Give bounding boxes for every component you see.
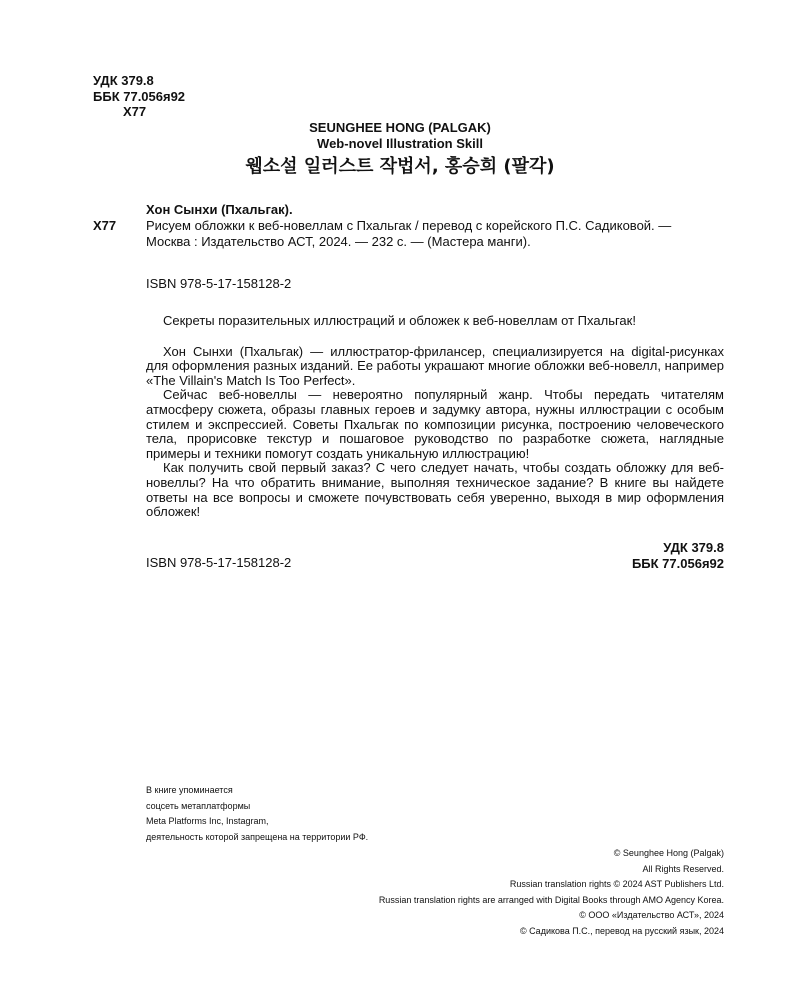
notice-line: деятельность которой запрещена на территории РФ.	[146, 831, 369, 842]
bbk-code: ББК 77.056я92	[631, 555, 724, 571]
annotation-lead: Секреты поразительных иллюстраций и обложек к веб-новеллам от Пхальгак!	[163, 313, 636, 328]
copyright-line: Russian translation rights are arranged with Digital Books through AMO Agency Korea.	[378, 894, 724, 905]
bibliographic-author: Хон Сынхи (Пхальгак).	[146, 202, 293, 217]
meta-notice	[146, 783, 368, 845]
copyright-block	[379, 846, 724, 939]
isbn-bottom: ISBN 978-5-17-158128-2	[146, 555, 292, 570]
annotation-paragraph: Сейчас веб-новеллы — невероятно популярный жанр. Чтобы передать читателям атмосферу сюжета, образы главных героев и задумку автора, нужны иллюстрации с особым стилем и экспрессией. Советы Пхальгак по композиции рисунка, построению человеческого тела, прорисовке текстур и пошаговое руководство по разработке сюжета, наглядные примеры и техники помогут создать уникальную иллюстрацию!	[146, 387, 724, 461]
udk-code: УДК 379.8	[663, 540, 724, 555]
annotation-paragraph: Хон Сынхи (Пхальгак) — иллюстратор-фрилансер, специализируется на digital-рисунках для оформления разных изданий. Ее работы украшают многие обложки веб-новелл, например «The Villain's Match Is Too Perfect».	[146, 343, 724, 388]
notice-line: соцсеть метаплатформы	[146, 800, 251, 811]
annotation	[146, 314, 724, 520]
original-title-kr: 웹소설 일러스트 작법서, 홍승희 (팔각)	[245, 156, 555, 177]
udk-code: УДК 379.8	[93, 73, 154, 88]
original-edition-block	[0, 120, 800, 180]
classification-codes-top	[93, 73, 185, 120]
original-title-en: Web-novel Illustration Skill	[317, 136, 483, 151]
copyright-line: © ООО «Издательство АСТ», 2024	[579, 910, 724, 920]
annotation-paragraph: Как получить свой первый заказ? С чего следует начать, чтобы создать обложку для веб-новеллы? На что обратить внимание, выполняя техническое задание? В книге вы найдете ответы на все вопросы и сможете почувствовать себя уверенно, выходя в мир оформления обложек!	[146, 460, 724, 520]
bibliographic-description-line: Рисуем обложки к веб-новеллам с Пхальгак / перевод с корейского П.С. Садиковой. —	[146, 218, 672, 233]
bibliographic-author-mark: Х77	[93, 218, 117, 233]
bbk-code: ББК 77.056я92	[93, 88, 186, 104]
original-author: SEUNGHEE HONG (PALGAK)	[309, 120, 491, 135]
notice-line: В книге упоминается	[146, 785, 233, 795]
bibliographic-description-line: Москва : Издательство АСТ, 2024. — 232 с. — (Мастера манги).	[146, 234, 531, 249]
copyright-line: All Rights Reserved.	[642, 863, 724, 874]
author-mark: Х77	[123, 104, 147, 119]
copyright-line: Russian translation rights © 2024 AST Publishers Ltd.	[509, 879, 724, 889]
copyright-line: © Seunghee Hong (Palgak)	[613, 848, 724, 858]
bibliographic-record	[146, 202, 726, 250]
isbn: ISBN 978-5-17-158128-2	[146, 276, 292, 291]
notice-line: Meta Platforms Inc, Instagram,	[146, 816, 269, 826]
classification-codes-bottom	[632, 540, 724, 571]
copyright-line: © Садикова П.С., перевод на русский язык, 2024	[519, 925, 724, 936]
